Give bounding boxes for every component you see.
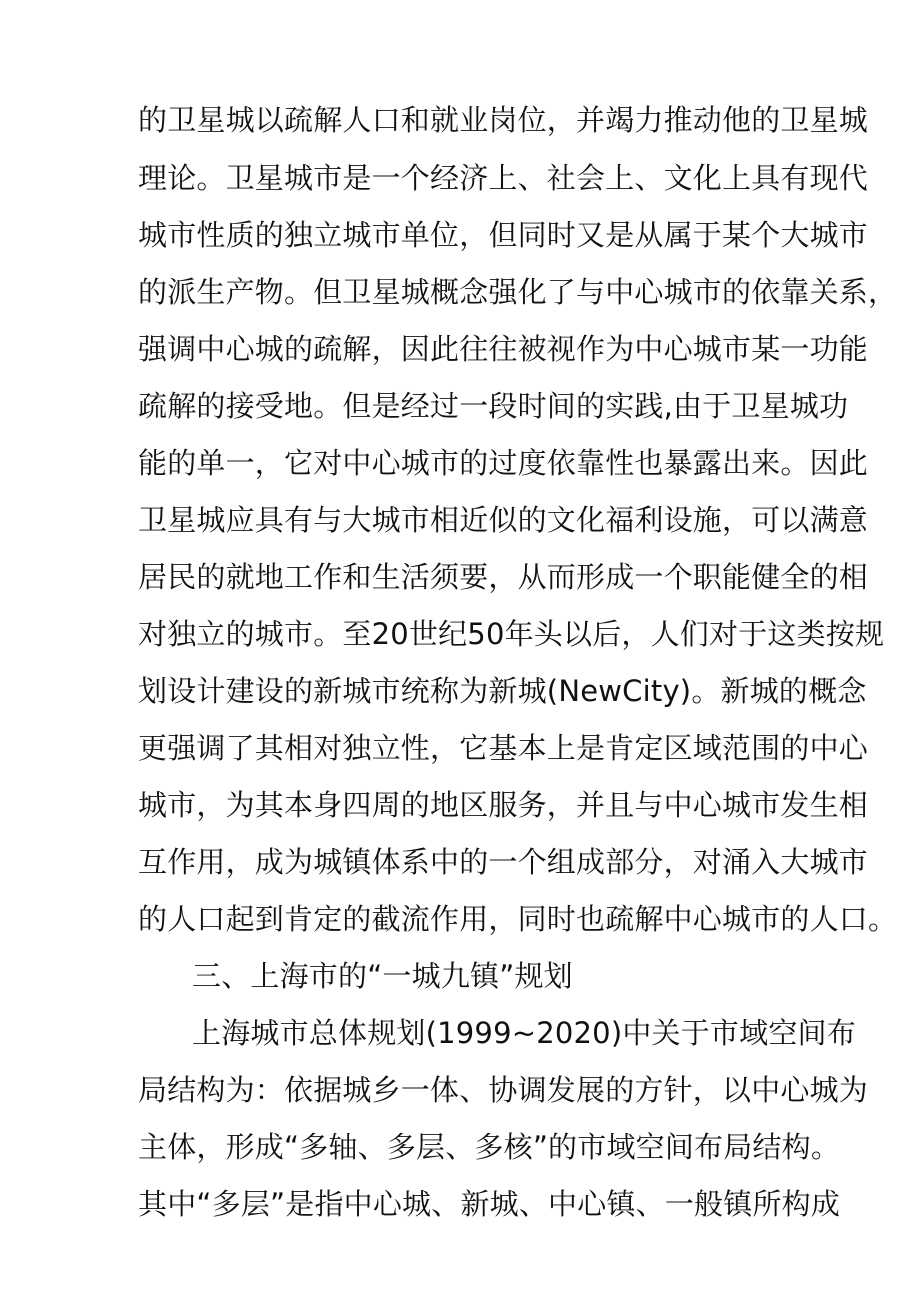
text-line: 的卫星城以疏解人口和就业岗位，并竭力推动他的卫星城 [138, 103, 869, 137]
text-line: 城市性质的独立城市单位，但同时又是从属于某个大城市 [138, 218, 869, 252]
text-line: 更强调了其相对独立性，它基本上是肯定区域范围的中心 [138, 731, 869, 765]
text-line: 强调中心城的疏解，因此往往被视作为中心城市某一功能 [138, 332, 869, 366]
text-line: 疏解的接受地。但是经过一段时间的实践,由于卫星城功 [138, 389, 849, 423]
text-line: 局结构为：依据城乡一体、协调发展的方针，以中心城为 [138, 1073, 869, 1107]
text-line: 其中“多层”是指中心城、新城、中心镇、一般镇所构成 [138, 1187, 841, 1221]
text-line: 上海城市总体规划(1999~2020)中关于市域空间布 [192, 1016, 856, 1050]
text-line: 居民的就地工作和生活须要，从而形成一个职能健全的相 [138, 560, 869, 594]
text-line: 能的单一，它对中心城市的过度依靠性也暴露出来。因此 [138, 446, 869, 480]
text-line: 主体，形成“多轴、多层、多核”的市域空间布局结构。 [138, 1130, 841, 1164]
text-line: 对独立的城市。至20世纪50年头以后，人们对于这类按规 [138, 617, 885, 651]
text-line: 的人口起到肯定的截流作用，同时也疏解中心城市的人口。 [138, 902, 898, 936]
text-line: 的派生产物。但卫星城概念强化了与中心城市的依靠关系， [138, 275, 898, 309]
text-line: 互作用，成为城镇体系中的一个组成部分，对涌入大城市 [138, 845, 869, 879]
text-line: 城市，为其本身四周的地区服务，并且与中心城市发生相 [138, 788, 869, 822]
text-line: 划设计建设的新城市统称为新城(NewCity)。新城的概念 [138, 674, 867, 708]
text-line: 卫星城应具有与大城市相近似的文化福利设施，可以满意 [138, 503, 869, 537]
section-heading: 三、上海市的“一城九镇”规划 [192, 959, 573, 993]
text-line: 理论。卫星城市是一个经济上、社会上、文化上具有现代 [138, 161, 869, 195]
